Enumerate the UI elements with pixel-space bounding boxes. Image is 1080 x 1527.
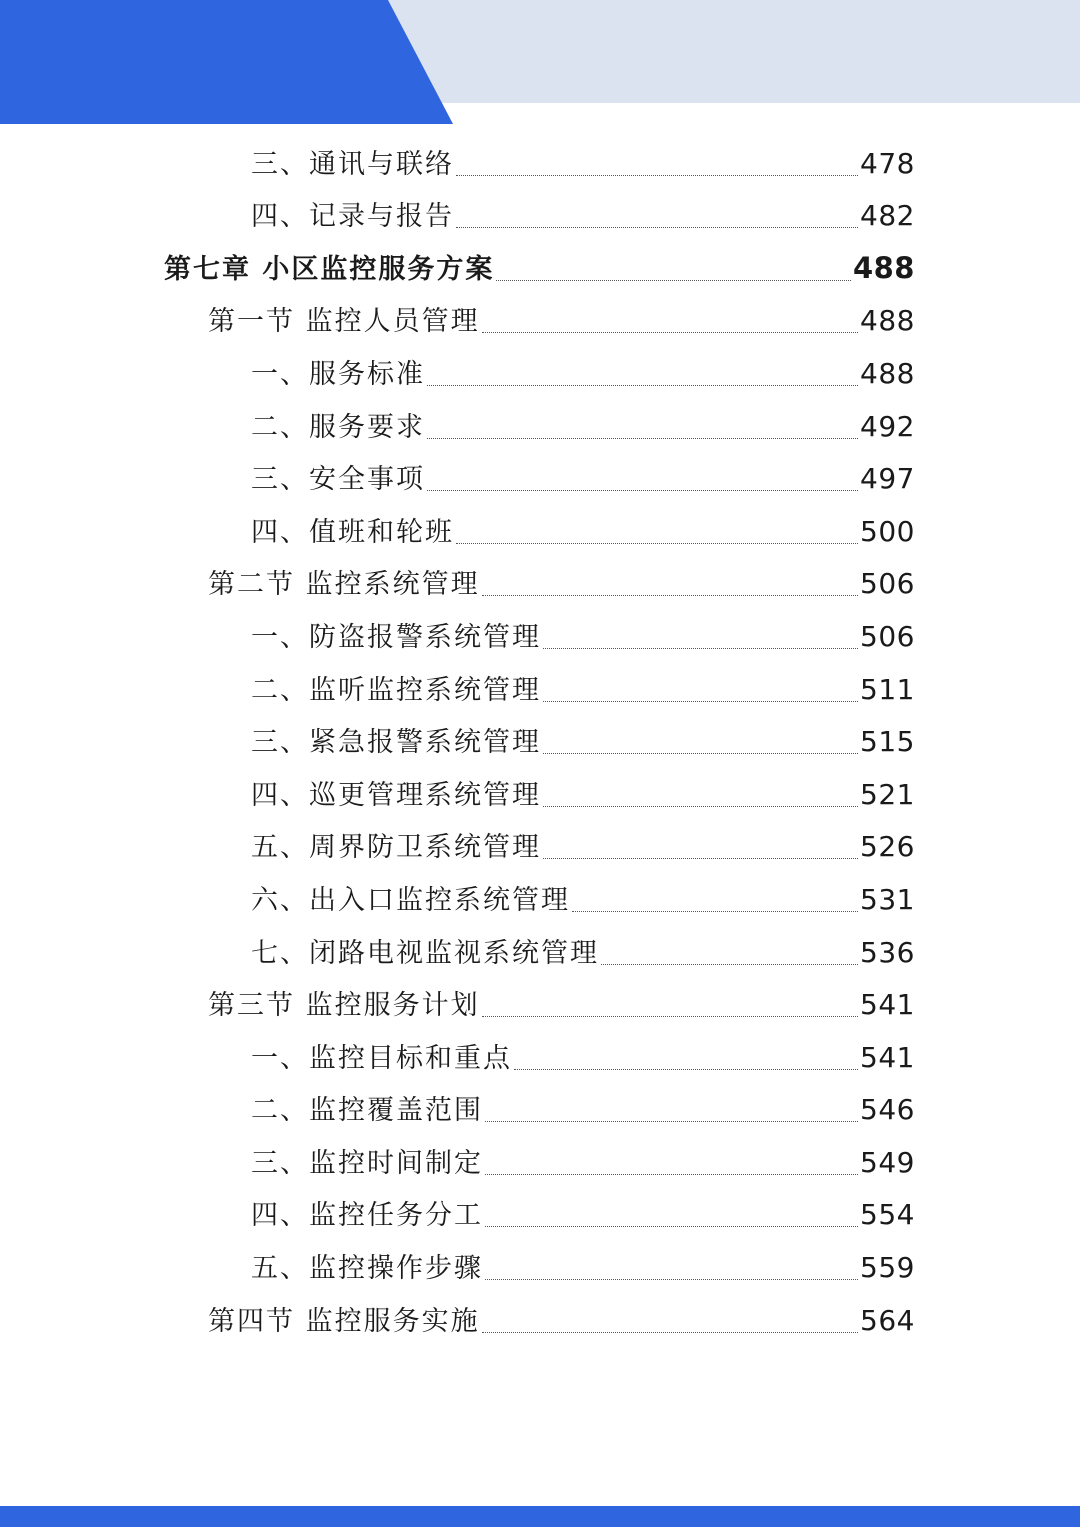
toc-subsection-entry[interactable] — [0, 504, 1080, 557]
toc-page-number: 536 — [860, 935, 915, 969]
toc-page-number: 541 — [860, 1040, 915, 1074]
toc-entry-title: 第二节 监控系统管理 — [208, 569, 480, 601]
toc-section-entry[interactable] — [0, 978, 1080, 1031]
toc-dot-leader — [543, 753, 858, 754]
toc-entry-title: 二、监听监控系统管理 — [251, 674, 541, 706]
toc-subsection-entry[interactable] — [0, 136, 1080, 189]
toc-entry-title: 四、巡更管理系统管理 — [251, 779, 541, 811]
toc-subsection-entry[interactable] — [0, 872, 1080, 925]
toc-entry-title: 五、监控操作步骤 — [251, 1253, 483, 1285]
toc-subsection-entry[interactable] — [0, 452, 1080, 505]
toc-page-number: 506 — [860, 567, 915, 601]
toc-subsection-entry[interactable] — [0, 767, 1080, 820]
toc-entry-title: 七、闭路电视监视系统管理 — [251, 937, 599, 969]
toc-dot-leader — [496, 280, 851, 281]
toc-page-number: 506 — [860, 619, 915, 653]
toc-entry-title: 四、监控任务分工 — [251, 1200, 483, 1232]
toc-page-number: 531 — [860, 882, 915, 916]
toc-subsection-entry[interactable] — [0, 1240, 1080, 1293]
toc-entry-title: 四、记录与报告 — [251, 201, 454, 233]
toc-dot-leader — [601, 964, 858, 965]
toc-entry-title: 第四节 监控服务实施 — [208, 1305, 480, 1337]
header-banner — [0, 0, 1080, 124]
toc-subsection-entry[interactable] — [0, 1188, 1080, 1241]
toc-subsection-entry[interactable] — [0, 715, 1080, 768]
toc-page-number: 546 — [860, 1093, 915, 1127]
toc-entry-title: 一、防盗报警系统管理 — [251, 621, 541, 653]
toc-subsection-entry[interactable] — [0, 820, 1080, 873]
toc-dot-leader — [427, 490, 858, 491]
toc-page-number: 554 — [860, 1198, 915, 1232]
toc-dot-leader — [482, 595, 858, 596]
toc-subsection-entry[interactable] — [0, 346, 1080, 399]
toc-dot-leader — [543, 701, 858, 702]
toc-page-number: 488 — [860, 304, 915, 338]
toc-entry-title: 第三节 监控服务计划 — [208, 990, 480, 1022]
toc-subsection-entry[interactable] — [0, 1135, 1080, 1188]
toc-page-number: 497 — [860, 462, 915, 496]
table-of-contents — [0, 136, 1080, 1346]
toc-dot-leader — [543, 806, 858, 807]
toc-dot-leader — [514, 1069, 858, 1070]
header-banner-graphic — [0, 0, 1080, 124]
toc-entry-title: 第七章 小区监控服务方案 — [164, 253, 495, 285]
toc-dot-leader — [427, 385, 858, 386]
toc-page-number: 559 — [860, 1251, 915, 1285]
toc-dot-leader — [482, 1332, 858, 1333]
toc-page-number: 511 — [860, 672, 915, 706]
toc-dot-leader — [485, 1226, 858, 1227]
toc-dot-leader — [456, 543, 858, 544]
toc-entry-title: 第一节 监控人员管理 — [208, 306, 480, 338]
toc-subsection-entry[interactable] — [0, 1030, 1080, 1083]
toc-dot-leader — [485, 1121, 858, 1122]
toc-subsection-entry[interactable] — [0, 189, 1080, 242]
toc-entry-title: 二、服务要求 — [251, 411, 425, 443]
toc-page-number: 521 — [860, 777, 915, 811]
toc-subsection-entry[interactable] — [0, 1083, 1080, 1136]
toc-dot-leader — [543, 858, 858, 859]
toc-page-number: 478 — [860, 146, 915, 180]
toc-entry-title: 三、安全事项 — [251, 464, 425, 496]
toc-page-number: 488 — [852, 250, 915, 285]
toc-section-entry[interactable] — [0, 294, 1080, 347]
toc-subsection-entry[interactable] — [0, 609, 1080, 662]
toc-entry-title: 六、出入口监控系统管理 — [251, 884, 570, 916]
toc-subsection-entry[interactable] — [0, 925, 1080, 978]
toc-chapter-entry[interactable] — [0, 241, 1080, 294]
toc-subsection-entry[interactable] — [0, 662, 1080, 715]
toc-dot-leader — [456, 175, 858, 176]
toc-section-entry[interactable] — [0, 557, 1080, 610]
toc-entry-title: 一、服务标准 — [251, 358, 425, 390]
toc-entry-title: 三、监控时间制定 — [251, 1147, 483, 1179]
toc-entry-title: 四、值班和轮班 — [251, 516, 454, 548]
toc-entry-title: 一、监控目标和重点 — [251, 1042, 512, 1074]
toc-page-number: 564 — [860, 1303, 915, 1337]
toc-dot-leader — [485, 1174, 858, 1175]
toc-dot-leader — [456, 227, 858, 228]
toc-page-number: 549 — [860, 1145, 915, 1179]
toc-subsection-entry[interactable] — [0, 399, 1080, 452]
toc-page-number: 492 — [860, 409, 915, 443]
toc-page-number: 482 — [860, 199, 915, 233]
toc-dot-leader — [485, 1279, 858, 1280]
footer-banner — [0, 1506, 1080, 1527]
header-blue-block — [0, 0, 453, 124]
toc-entry-title: 三、紧急报警系统管理 — [251, 727, 541, 759]
toc-entry-title: 五、周界防卫系统管理 — [251, 832, 541, 864]
toc-section-entry[interactable] — [0, 1293, 1080, 1346]
toc-page-number: 500 — [860, 514, 915, 548]
toc-dot-leader — [543, 648, 858, 649]
toc-page-number: 526 — [860, 830, 915, 864]
toc-dot-leader — [427, 438, 858, 439]
toc-dot-leader — [572, 911, 858, 912]
toc-page-number: 541 — [860, 988, 915, 1022]
toc-entry-title: 三、通讯与联络 — [251, 148, 454, 180]
toc-page-number: 515 — [860, 725, 915, 759]
toc-dot-leader — [482, 1016, 858, 1017]
toc-page-number: 488 — [860, 356, 915, 390]
toc-entry-title: 二、监控覆盖范围 — [251, 1095, 483, 1127]
toc-dot-leader — [482, 332, 858, 333]
